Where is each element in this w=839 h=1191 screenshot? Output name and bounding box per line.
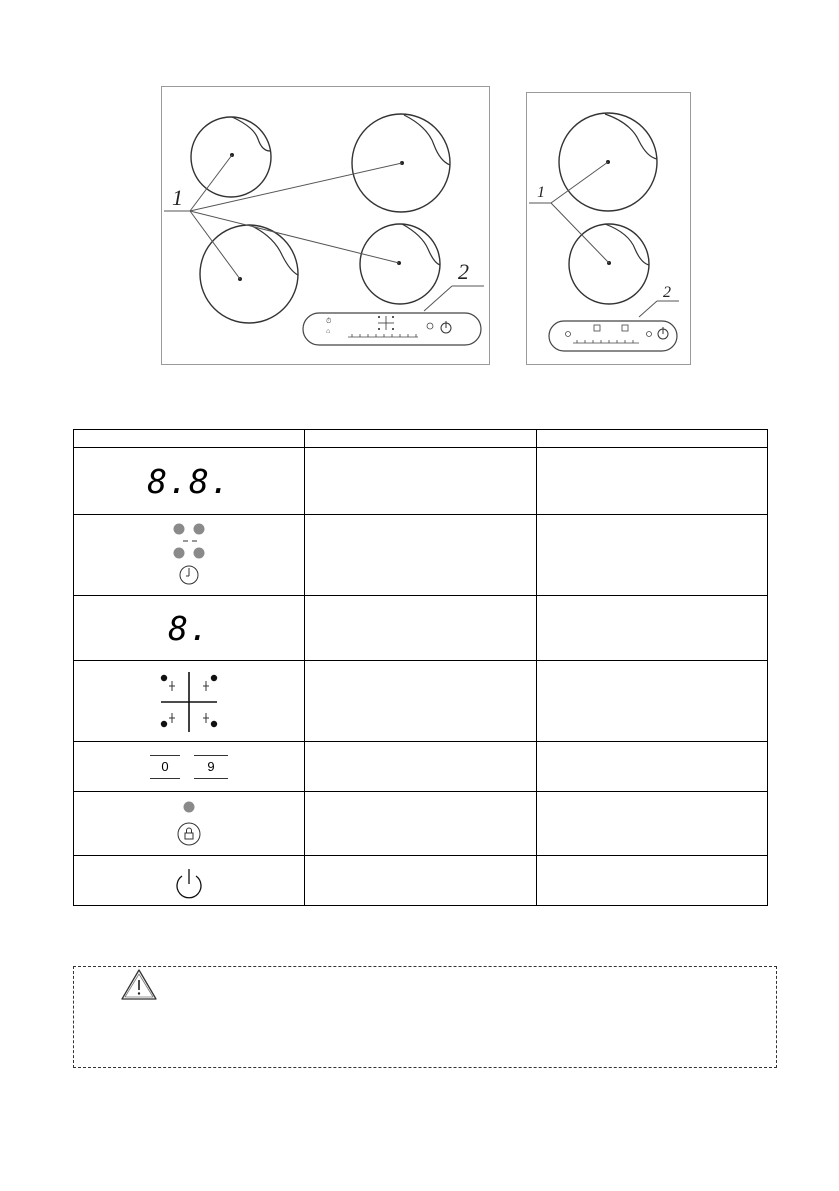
hob-two-zone-drawing bbox=[527, 93, 690, 364]
row-description bbox=[537, 448, 768, 515]
row-description bbox=[537, 856, 768, 906]
header-function bbox=[305, 430, 537, 448]
power-slider-icon bbox=[74, 742, 305, 792]
slider-min-label: 0 bbox=[161, 758, 169, 774]
table-row bbox=[74, 596, 768, 661]
callout-2-label: 2 bbox=[663, 284, 671, 301]
display-digits: 8.8. bbox=[147, 461, 231, 501]
table-row bbox=[74, 792, 768, 856]
row-function bbox=[305, 856, 537, 906]
hob-diagram-two-zone bbox=[526, 92, 691, 365]
warning-triangle-icon bbox=[119, 967, 159, 1003]
table-row bbox=[74, 448, 768, 515]
power-button-icon bbox=[74, 856, 305, 906]
control-panel-four-zone bbox=[303, 313, 481, 345]
header-description bbox=[537, 430, 768, 448]
row-description bbox=[537, 515, 768, 596]
row-function bbox=[305, 515, 537, 596]
table-header-row bbox=[74, 430, 768, 448]
timer-icon bbox=[566, 332, 571, 337]
callout-1-leaders bbox=[164, 155, 402, 279]
row-function bbox=[305, 448, 537, 515]
row-description bbox=[537, 742, 768, 792]
zone-select-icon bbox=[622, 325, 628, 331]
display-digit: 8. bbox=[168, 608, 210, 648]
row-function bbox=[305, 596, 537, 661]
power-icon bbox=[658, 327, 668, 339]
child-lock-icon bbox=[74, 792, 305, 856]
callout-1-label: 1 bbox=[537, 184, 545, 201]
row-function bbox=[305, 661, 537, 742]
zone-selector-cross-icon bbox=[378, 316, 394, 330]
table-row bbox=[74, 742, 768, 792]
zone-selector-cross-icon bbox=[74, 661, 305, 742]
double-digit-display-icon bbox=[74, 448, 305, 515]
control-panel-two-zone bbox=[549, 321, 677, 351]
power-slider-ticks bbox=[573, 340, 639, 343]
hob-four-zone-drawing bbox=[162, 87, 489, 364]
cooking-zone-bottom-right bbox=[360, 224, 440, 304]
timer-zone-indicators-icon bbox=[74, 515, 305, 596]
row-description bbox=[537, 661, 768, 742]
callout-1-leaders bbox=[529, 162, 609, 263]
callout-1-label: 1 bbox=[172, 185, 183, 210]
zone-select-icon bbox=[594, 325, 600, 331]
power-icon bbox=[441, 321, 451, 333]
slider-max-label: 9 bbox=[207, 758, 215, 774]
cooking-zone-bottom-left bbox=[200, 225, 298, 323]
timer-icon: ⏱ bbox=[326, 318, 332, 325]
table-row bbox=[74, 661, 768, 742]
child-lock-icon bbox=[647, 332, 652, 337]
cooking-zone-bottom bbox=[569, 224, 649, 304]
callout-2-label: 2 bbox=[458, 259, 469, 284]
row-description bbox=[537, 792, 768, 856]
warning-box bbox=[73, 966, 777, 1068]
power-slider-ticks bbox=[348, 334, 418, 337]
controls-table bbox=[73, 429, 768, 906]
row-description bbox=[537, 596, 768, 661]
lock-icon: ⌂ bbox=[326, 328, 331, 335]
table-row bbox=[74, 856, 768, 906]
callout-2-leader bbox=[639, 301, 657, 317]
hob-diagram-four-zone bbox=[161, 86, 490, 365]
table-row bbox=[74, 515, 768, 596]
row-function bbox=[305, 742, 537, 792]
child-lock-icon bbox=[427, 323, 433, 329]
single-digit-display-icon bbox=[74, 596, 305, 661]
row-function bbox=[305, 792, 537, 856]
callout-2-leader bbox=[424, 286, 452, 311]
header-symbol bbox=[74, 430, 305, 448]
